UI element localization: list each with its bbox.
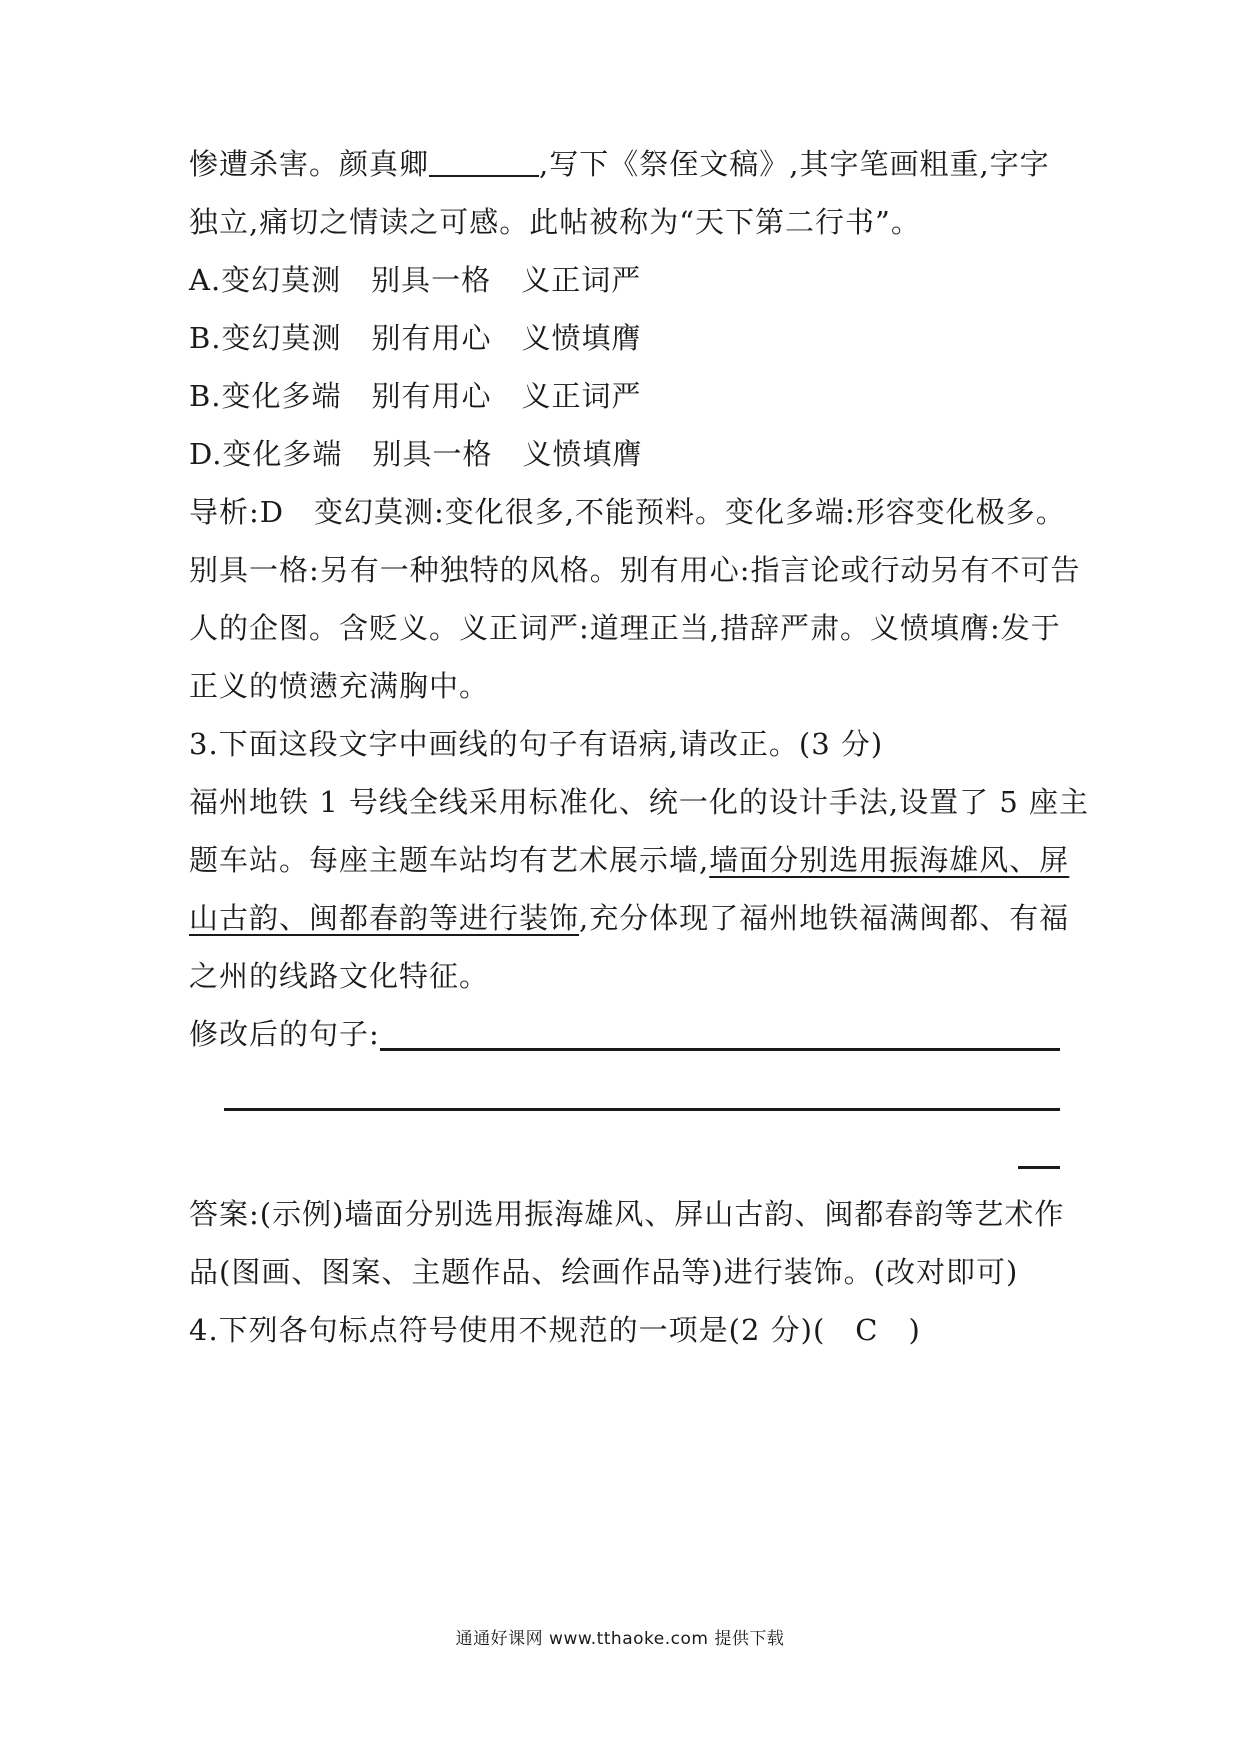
revise-label: 修改后的句子: [189, 1017, 380, 1051]
option-b-third: 义愤填膺 [521, 321, 642, 355]
option-b-second: 别有用心 [371, 321, 492, 355]
option-a-label: A.变幻莫测 [189, 263, 342, 297]
analysis-line-4: 正义的愤懑充满胸中。 [189, 669, 490, 703]
answer-line-end [1018, 1166, 1060, 1169]
answer-line-2 [224, 1108, 1060, 1111]
option-a [189, 260, 1059, 300]
q4-title: 4.下列各句标点符号使用不规范的一项是(2 分)( C ) [189, 1313, 921, 1347]
option-b [189, 318, 1059, 358]
option-a-third: 义正词严 [521, 263, 642, 297]
answer-line-text-2: 品(图画、图案、主题作品、绘画作品等)进行装饰。(改对即可) [189, 1255, 1019, 1289]
q3-title: 3.下面这段文字中画线的句子有语病,请改正。(3 分) [189, 727, 884, 761]
option-c-label: B.变化多端 [189, 379, 342, 413]
answer-line-text-1: 答案:(示例)墙面分别选用振海雄风、屏山古韵、闽都春韵等艺术作 [189, 1197, 1065, 1231]
q3-paragraph-line-1: 福州地铁 1 号线全线采用标准化、统一化的设计手法,设置了 5 座主 [189, 785, 1089, 819]
q3-paragraph-line-4: 之州的线路文化特征。 [189, 959, 490, 993]
fill-blank [429, 145, 539, 177]
underlined-sentence-part-2: 山古韵、闽都春韵等进行装饰 [189, 901, 580, 935]
option-b-label: B.变幻莫测 [189, 321, 342, 355]
analysis-line-2: 别具一格:另有一种独特的风格。别有用心:指言论或行动另有不可告 [189, 553, 1081, 587]
option-d-second: 别具一格 [372, 437, 493, 471]
option-c [189, 376, 1059, 416]
option-c-third: 义正词严 [521, 379, 642, 413]
q2-line1-after: ,写下《祭侄文稿》,其字笔画粗重,字字 [539, 147, 1050, 181]
q3-line2-plain: 题车站。每座主题车站均有艺术展示墙, [189, 843, 710, 877]
underlined-sentence-part-1: 墙面分别选用振海雄风、屏 [709, 843, 1070, 877]
q2-text-line-2: 独立,痛切之情读之可感。此帖被称为“天下第二行书”。 [189, 205, 921, 239]
option-d-third: 义愤填膺 [522, 437, 643, 471]
option-c-second: 别有用心 [371, 379, 492, 413]
q3-paragraph-line-2 [189, 840, 1070, 880]
answer-line-1 [380, 1048, 1060, 1051]
q2-line1-before: 惨遭杀害。颜真卿 [189, 147, 430, 181]
q3-paragraph-line-3 [189, 898, 1070, 938]
option-d [189, 434, 1059, 474]
q3-line3-plain: ,充分体现了福州地铁福满闽都、有福 [579, 901, 1070, 935]
page-footer: 通通好课网 www.tthaoke.com 提供下载 [455, 1629, 785, 1649]
analysis-line-1: 导析:D 变幻莫测:变化很多,不能预料。变化多端:形容变化极多。 [189, 495, 1066, 529]
q2-text-line-1 [189, 144, 1059, 184]
option-d-label: D.变化多端 [189, 437, 343, 471]
option-a-second: 别具一格 [371, 263, 492, 297]
analysis-line-3: 人的企图。含贬义。义正词严:道理正当,措辞严肃。义愤填膺:发于 [189, 611, 1061, 645]
